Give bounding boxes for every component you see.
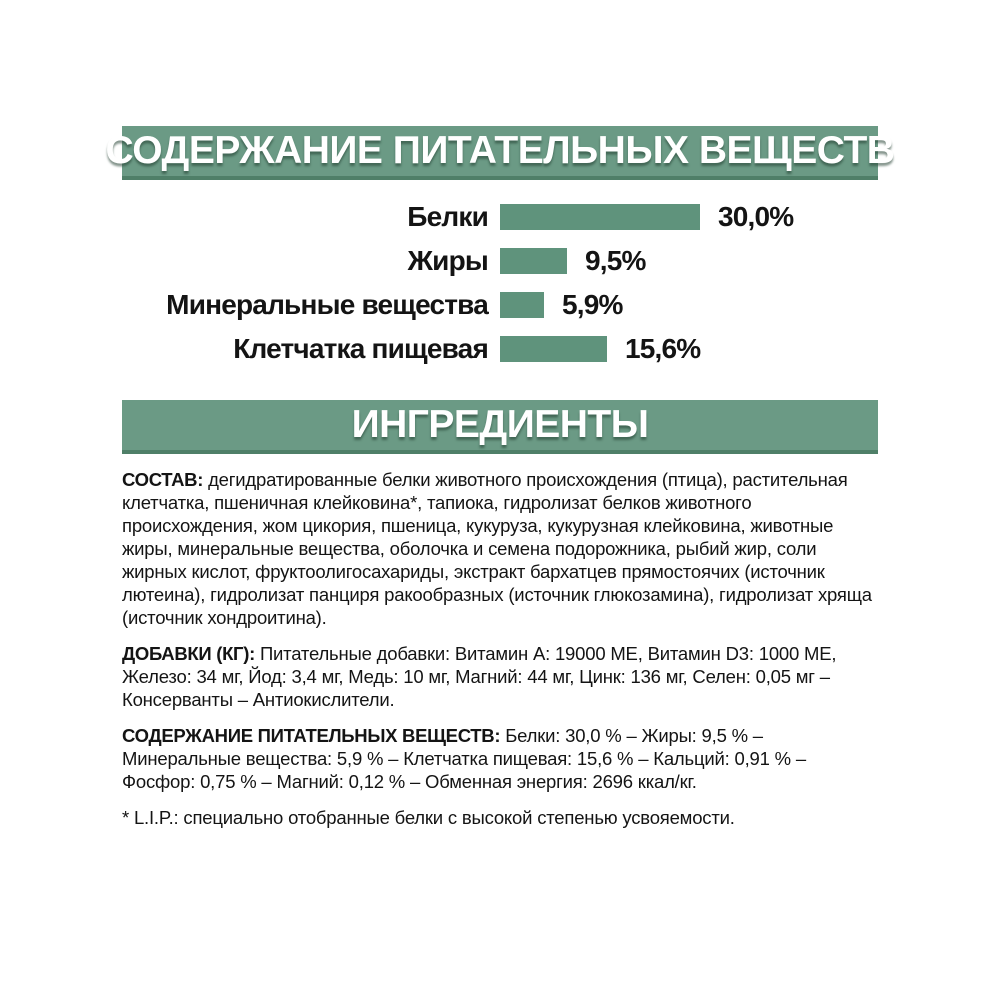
chart-bar: [500, 248, 567, 274]
chart-row: [122, 245, 878, 276]
ingredients-text-sections: [122, 468, 878, 793]
chart-bar-wrap: [500, 333, 700, 365]
section-heading: ДОБАВКИ (КГ):: [122, 643, 255, 664]
section-body: Белки: 30,0 % – Жиры: 9,5 % – Минеральные вещества: 5,9 % – Клетчатка пищевая: 15,6 % – Кальций: 0,91 % – Фосфор: 0,75 % – Магний: 0,12 % – Обменная энергия: 2696 ккал/кг.: [122, 725, 806, 792]
chart-bar: [500, 336, 607, 362]
section-heading: СОСТАВ:: [122, 469, 204, 490]
chart-value-label: 5,9%: [562, 289, 623, 320]
chart-bar: [500, 204, 700, 230]
chart-category-label: Клетчатка пищевая: [233, 333, 488, 364]
section-body: Питательные добавки: Витамин A: 19000 МЕ, Витамин D3: 1000 МЕ, Железо: 34 мг, Йод: 3,4 мг, Медь: 10 мг, Магний: 44 мг, Цинк: 136 мг, Селен: 0,05 мг – Консерванты – Антиокислители.: [122, 643, 837, 710]
chart-value-label: 15,6%: [625, 333, 701, 364]
chart-value-label: 9,5%: [585, 245, 646, 276]
text-section: [122, 468, 878, 629]
chart-bar-wrap: [500, 289, 623, 321]
section-body: дегидратированные белки животного происхождения (птица), растительная клетчатка, пшеничная клейковина*, тапиока, гидролизат белков животного происхождения, жом цикория, пшеница, кукуруза, кукурузная клейковина, животные жиры, минеральные вещества, оболочка и семена подорожника, рыбий жир, соли жирных кислот, фруктоолигосахариды, экстракт бархатцев прямостоячих (источник лютеина), гидролизат панциря ракообразных (источник глюкозамина), гидролизат хряща (источник хондроитина).: [122, 469, 872, 628]
chart-bar: [500, 292, 544, 318]
chart-category-label: Минеральные вещества: [166, 289, 488, 320]
chart-value-label: 30,0%: [718, 201, 794, 232]
chart-category-label: Жиры: [407, 245, 488, 276]
chart-bar-wrap: [500, 201, 793, 233]
nutrition-chart: [122, 201, 878, 364]
chart-bar-wrap: [500, 245, 646, 277]
nutrition-banner: [105, 126, 895, 180]
chart-category-label: Белки: [407, 201, 488, 232]
chart-row: [122, 333, 878, 364]
lip-footnote: * L.I.P.: специально отобранные белки с высокой степенью усвояемости.: [122, 807, 735, 828]
ingredients-banner-title: ИНГРЕДИЕНТЫ: [351, 403, 649, 446]
text-section: [122, 724, 878, 793]
chart-row: [122, 201, 878, 232]
product-info-panel: [105, 0, 895, 829]
text-section: [122, 642, 878, 711]
section-heading: СОДЕРЖАНИЕ ПИТАТЕЛЬНЫХ ВЕЩЕСТВ:: [122, 725, 501, 746]
nutrition-banner-title: СОДЕРЖАНИЕ ПИТАТЕЛЬНЫХ ВЕЩЕСТВ: [105, 129, 895, 172]
ingredients-banner: [122, 400, 878, 454]
chart-row: [122, 289, 878, 320]
